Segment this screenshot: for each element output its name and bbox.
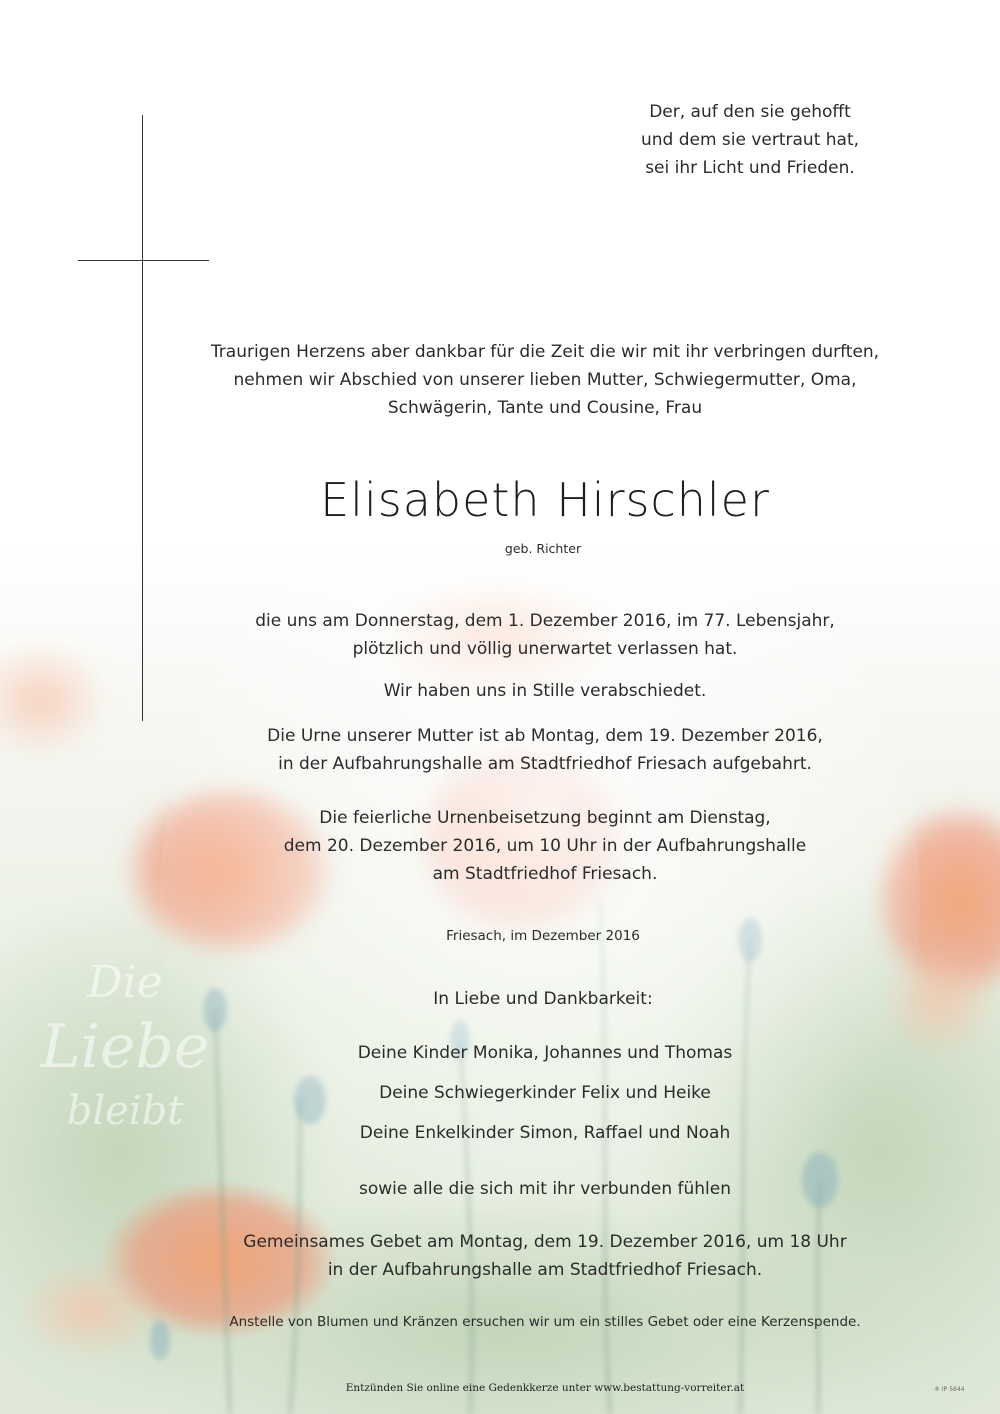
intro-line: Traurigen Herzens aber dankbar für die Zeit die wir mit ihr verbringen durften,: [210, 342, 880, 362]
verse-line: und dem sie vertraut hat,: [640, 130, 860, 150]
intro-line: Schwägerin, Tante und Cousine, Frau: [387, 398, 703, 418]
mourner-line: Deine Enkelkinder Simon, Raffael und Noah: [359, 1123, 731, 1143]
document-code: ® IP 5644: [934, 1386, 965, 1393]
online-candle-footer: Entzünden Sie online eine Gedenkkerze unter www.bestattung-vorreiter.at: [345, 1382, 745, 1394]
burial-line: Die feierliche Urnenbeisetzung beginnt am Dienstag,: [319, 808, 771, 828]
urn-line: Die Urne unserer Mutter ist ab Montag, dem 19. Dezember 2016,: [267, 726, 823, 746]
intro-line: nehmen wir Abschied von unserer lieben Mutter, Schwiegermutter, Oma,: [233, 370, 857, 390]
prayer-line: in der Aufbahrungshalle am Stadtfriedhof Friesach.: [327, 1260, 763, 1280]
death-line: die uns am Donnerstag, dem 1. Dezember 2016, im 77. Lebensjahr,: [255, 611, 835, 631]
intro-text: [150, 338, 940, 422]
verse-line: Der, auf den sie gehofft: [649, 102, 851, 122]
deceased-name: Elisabeth Hirschler: [320, 473, 770, 527]
bible-verse: [560, 98, 940, 182]
mourner-line: Deine Kinder Monika, Johannes und Thomas: [357, 1043, 733, 1063]
urn-line: in der Aufbahrungshalle am Stadtfriedhof Friesach aufgebahrt.: [278, 754, 812, 774]
watermark-line: Liebe: [40, 1012, 210, 1082]
watermark-line: bleibt: [66, 1088, 184, 1134]
donation-request: Anstelle von Blumen und Kränzen ersuchen wir um ein stilles Gebet oder eine Kerzenspende.: [229, 1314, 861, 1330]
death-line: plötzlich und völlig unerwartet verlassen hat.: [352, 639, 738, 659]
burial-line: am Stadtfriedhof Friesach.: [432, 864, 658, 884]
mourner-line: Deine Schwiegerkinder Felix und Heike: [379, 1083, 711, 1103]
prayer-line: Gemeinsames Gebet am Montag, dem 19. Dezember 2016, um 18 Uhr: [243, 1232, 847, 1252]
watermark-line: Die: [87, 957, 163, 1008]
death-notice: [150, 607, 940, 663]
farewell-note: Wir haben uns in Stille verabschiedet.: [383, 681, 707, 701]
thanks-heading: In Liebe und Dankbarkeit:: [433, 989, 653, 1009]
watermark-script: [40, 955, 210, 1139]
mourner-line: sowie alle die sich mit ihr verbunden fühlen: [359, 1179, 731, 1199]
place-date: Friesach, im Dezember 2016: [446, 928, 640, 944]
maiden-name: geb. Richter: [504, 541, 582, 556]
cross-icon-vertical: [142, 115, 143, 721]
verse-line: sei ihr Licht und Frieden.: [645, 158, 855, 178]
cross-icon-horizontal: [78, 260, 209, 261]
prayer-info: [150, 1228, 940, 1284]
urn-viewing-info: [150, 722, 940, 778]
burial-info: [150, 804, 940, 888]
burial-line: dem 20. Dezember 2016, um 10 Uhr in der Aufbahrungshalle: [283, 836, 807, 856]
